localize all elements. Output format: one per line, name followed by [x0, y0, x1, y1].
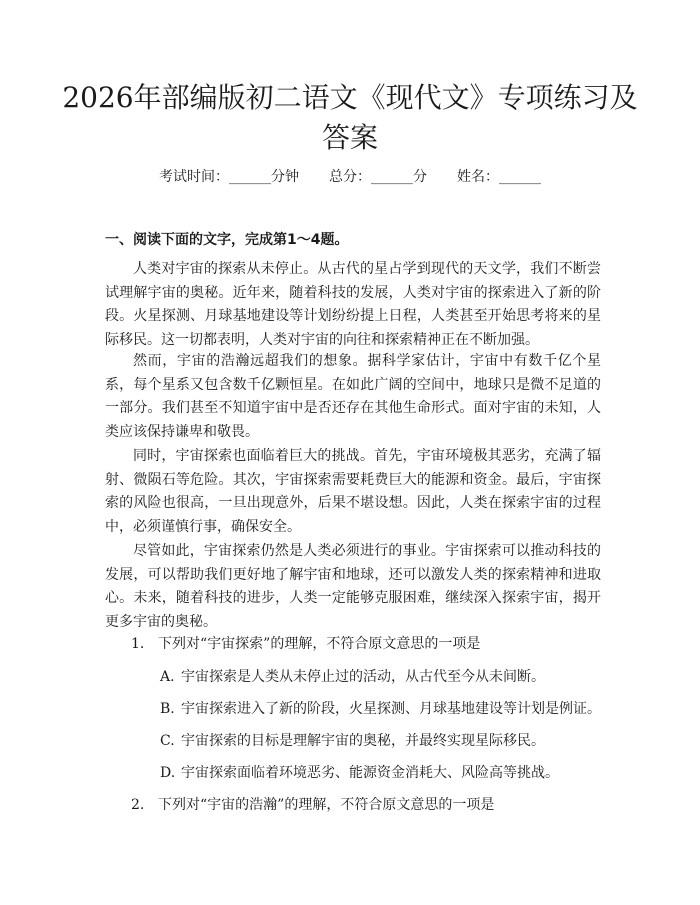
option-letter: B.	[160, 701, 175, 717]
option-text: 宇宙探索进入了新的阶段，火星探测、月球基地建设等计划是例证。	[181, 701, 601, 717]
question-text: 下列对“宇宙的浩瀚”的理解，不符合原文意思的一项是	[158, 797, 495, 813]
question-2	[131, 793, 601, 817]
passage-paragraph-1: 人类对宇宙的探索从未停止。从古代的星占学到现代的天文学，我们不断尝试理解宇宙的奥秘。近年来，随着科技的发展，人类对宇宙的探索进入了新的阶段。火星探测、月球基地建设等计划纷纷提上日程，人类甚至开始思考将来的星际移民。这一切都表明，人类对宇宙的向往和探索精神正在不断加强。	[105, 261, 601, 348]
question-1	[131, 632, 601, 656]
question-1-option-b	[160, 697, 601, 721]
document-title: 2026年部编版初二语文《现代文》专项练习及答案	[62, 81, 638, 154]
option-text: 宇宙探索的目标是理解宇宙的奥秘，并最终实现星际移民。	[181, 733, 545, 749]
passage-paragraph-4: 尽管如此，宇宙探索仍然是人类必须进行的事业。宇宙探索可以推动科技的发展，可以帮助我们更好地了解宇宙和地球，还可以激发人类的探索精神和进取心。未来，随着科技的进步，人类一定能够克服困难，继续深入探索宇宙，揭开更多宇宙的奥秘。	[105, 543, 601, 630]
passage-paragraph-3: 同时，宇宙探索也面临着巨大的挑战。首先，宇宙环境极其恶劣，充满了辐射、微陨石等危险。其次，宇宙探索需要耗费巨大的能源和资金。最后，宇宙探索的风险也很高，一旦出现意外，后果不堪设想。因此，人类在探索宇宙的过程中，必须谨慎行事，确保安全。	[105, 448, 601, 535]
option-text: 宇宙探索是人类从未停止过的活动，从古代至今从未间断。	[181, 669, 545, 685]
exam-meta	[0, 166, 700, 188]
question-1-option-c	[160, 729, 601, 753]
section-heading: 一、阅读下面的文字，完成第1～4题。	[105, 232, 349, 248]
question-number: 2.	[131, 797, 145, 813]
passage-paragraph-2: 然而，宇宙的浩瀚远超我们的想象。据科学家估计，宇宙中有数千亿个星系，每个星系又包含数千亿颗恒星。在如此广阔的空间中，地球只是微不足道的一部分。我们甚至不知道宇宙中是否还存在其他生命形式。面对宇宙的未知，人类应该保持谦卑和敬畏。	[105, 353, 601, 440]
option-text: 宇宙探索面临着环境恶劣、能源资金消耗大、风险高等挑战。	[181, 765, 559, 781]
student-name-field: 姓名：______	[457, 169, 541, 185]
question-1-option-a	[160, 665, 601, 689]
option-letter: C.	[160, 733, 175, 749]
total-score-field: 总分：______分	[329, 169, 427, 185]
option-letter: A.	[160, 669, 175, 685]
question-number: 1.	[131, 636, 145, 652]
option-letter: D.	[160, 765, 176, 781]
question-1-option-d	[160, 761, 601, 785]
question-text: 下列对“宇宙探索”的理解，不符合原文意思的一项是	[158, 636, 481, 652]
exam-time-field: 考试时间：______分钟	[159, 169, 299, 185]
